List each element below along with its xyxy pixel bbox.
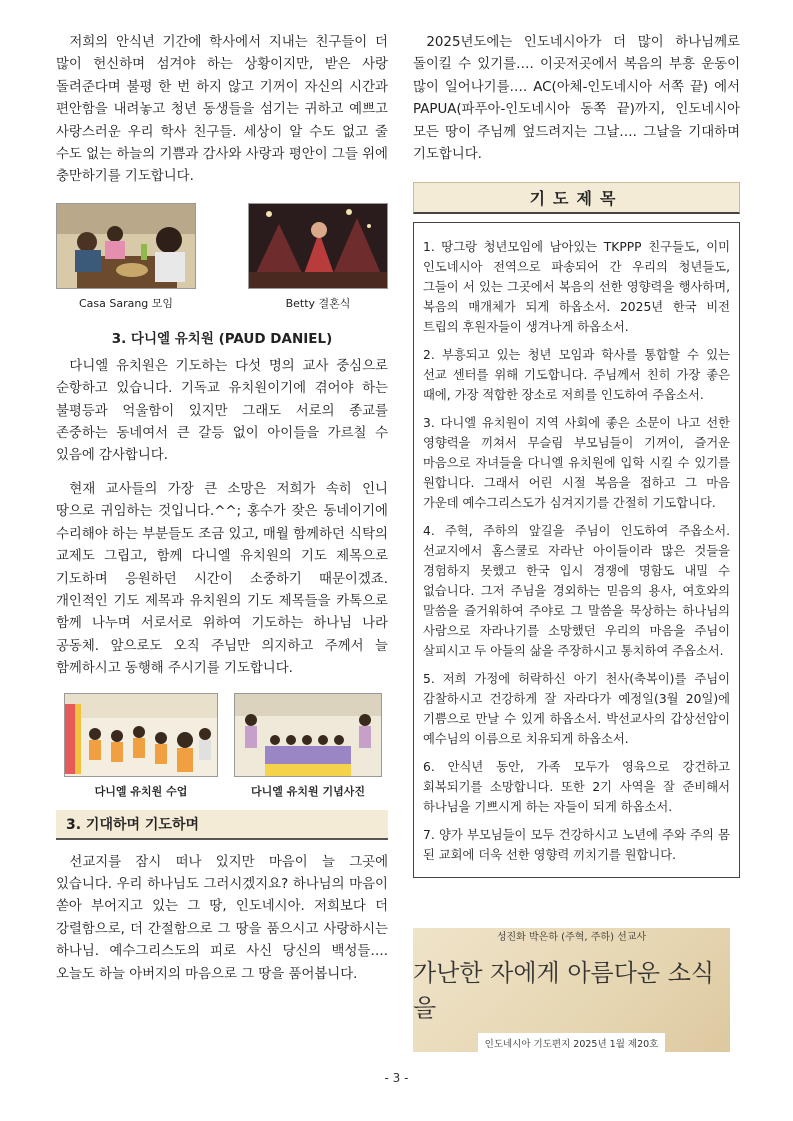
banner-title: 가난한 자에게 아름다운 소식을 <box>413 958 715 1022</box>
caption-kindergarten-class: 다니엘 유치원 수업 <box>94 784 188 798</box>
caption-kindergarten-group: 다니엘 유치원 기념사진 <box>251 784 365 798</box>
newsletter-banner <box>413 928 730 1052</box>
prayer-item: 5. 저희 가정에 허락하신 아기 천사(축복이)를 주님이 감찰하시고 건강하게 잘 자라다가 예정일(3월 20일)에 기쁨으로 만날 수 있게 하옵소서. 박선교사의 갑상선암이 예수님의 이름으로 치유되게 하옵소서. <box>423 672 730 747</box>
casa-sarang-photo <box>56 203 196 289</box>
photo-row-1 <box>56 203 388 311</box>
right-column <box>413 32 740 878</box>
caption-casa-sarang: Casa Sarang 모임 <box>78 296 174 310</box>
section-heading-expect-pray: 3. 기대하며 기도하며 <box>56 810 388 840</box>
paragraph-mission-heart: 선교지를 잠시 떠나 있지만 마음이 늘 그곳에 있습니다. 우리 하나님도 그러시겠지요? 하나님의 마음이 쏟아 부어지고 있는 그 땅, 인도네시아. 저희보다 더 강렬함으로, 더 간절함으로 그 땅을 품으시고 사랑하시는 하나님. 예수그리스도의 피로 사신 당신의 백성들…. 오늘도 하늘 아버지의 마음으로 그 땅을 품어봅니다. <box>56 854 388 982</box>
photo-kindergarten-class <box>64 693 218 799</box>
prayer-item: 2. 부흥되고 있는 청년 모임과 학사를 통합할 수 있는 선교 센터를 위해 기도합니다. 주님께서 친히 가장 좋은 때에, 가장 적합한 장소로 저희를 인도하여 주옵소서. <box>423 348 730 403</box>
paragraph-kindergarten: 다니엘 유치원은 기도하는 다섯 명의 교사 중심으로 순항하고 있습니다. 기독교 유치원이기에 겪어야 하는 불평등과 억울함이 있지만 그래도 서로의 종교를 존중하는 동네여서 큰 갈등 없이 아이들을 가르칠 수 있음에 감사합니다. <box>56 358 388 464</box>
kindergarten-group-photo <box>234 693 382 777</box>
kindergarten-class-photo <box>64 693 218 777</box>
prayer-item: 4. 주혁, 주하의 앞길을 주님이 인도하여 주옵소서. 선교지에서 홈스쿨로 자라난 아이들이라 많은 것들을 경험하지 못했고 한국 입시 경쟁에 명함도 내밀 수 없습니다. 그저 주님을 경외하는 믿음의 용사, 여호와의 말씀을 즐거워하여 주야로 그 말씀을 묵상하는 하나님의 사람으로 자라나기를 소망했던 우리의 마음을 주님이 살피시고 두 아들의 삶을 주장하시고 통치하여 주옵소서. <box>423 524 730 659</box>
prayer-item: 7. 양가 부모님들이 모두 건강하시고 노년에 주와 주의 몸 된 교회에 더욱 선한 영향력 끼치기를 원합니다. <box>423 828 730 863</box>
betty-wedding-photo <box>248 203 388 289</box>
prayer-item: 1. 땅그랑 청년모임에 남아있는 TKPPP 친구들도, 이미 인도네시아 전역으로 파송되어 간 우리의 청년들도, 그들이 서 있는 그곳에서 복음의 선한 영향력을 행사하며, 복음의 매개체가 되게 하옵소서. 2025년 한국 비전 트립의 후원자들이 생겨나게 하옵소서. <box>423 240 730 335</box>
prayer-requests-title: 기도제목 <box>413 182 740 214</box>
photo-casa-sarang <box>56 203 196 311</box>
prayer-item: 3. 다니엘 유치원이 지역 사회에 좋은 소문이 나고 선한 영향력을 끼쳐서 무슬림 부모님들이 기꺼이, 즐거운 마음으로 자녀들을 다니엘 유치원에 입학 시킬 수 있기를 원합니다. 그래서 어린 시절 복음을 접하고 그 마음 가운데 예수그리스도가 심겨지기를 간절히 기도합니다. <box>423 416 730 511</box>
paragraph-indonesia-2025: 2025년도에는 인도네시아가 더 많이 하나님께로 돌이킬 수 있기를…. 이곳저곳에서 복음의 부흥 운동이 많이 일어나기를…. AC(아체-인도네시아 서쪽 끝) 에서 PAPUA(파푸아-인도네시아 동쪽 끝)까지, 인도네시아 모든 땅이 주님께 엎드려지는 그날…. 그날을 기대하며 기도합니다. <box>413 35 740 163</box>
photo-kindergarten-group <box>234 693 382 799</box>
prayer-requests-box <box>413 222 740 878</box>
paragraph-hakssa: 저희의 안식년 기간에 학사에서 지내는 친구들이 더 많이 헌신하며 섬겨야 하는 상황이지만, 받은 사랑 돌려준다며 불평 한 번 하지 않고 기꺼이 자신의 시간과 편안함을 내려놓고 청년 동생들을 섬기는 귀하고 예쁘고 사랑스러운 우리 학사 친구들. 세상이 알 수도 없고 줄 수도 없는 하늘의 기쁨과 감사와 사랑과 평안이 그들 위에 충만하기를 기도합니다. <box>56 35 388 185</box>
photo-betty-wedding <box>248 203 388 311</box>
caption-betty-wedding: Betty 결혼식 <box>285 296 351 310</box>
paragraph-teachers-hope: 현재 교사들의 가장 큰 소망은 저희가 속히 인니 땅으로 귀임하는 것입니다.^^; 홍수가 잦은 동네이기에 수리해야 하는 부분들도 조금 있고, 매월 함께하던 식탁의 교제도 그립고, 함께 다니엘 유치원의 기도 제목으로 기도하며 응원하던 시간이 소중하기 때문이겠죠. 개인적인 기도 제목과 유치원의 기도 제목들을 카톡으로 함께 나누며 서로서로 위하여 기도하는 하나님 나라 공동체. 앞으로도 오직 주님만 의지하고 주께서 늘 함께하시고 동행해 주시기를 기도합니다. <box>56 481 388 677</box>
banner-issue: 인도네시아 기도편지 2025년 1월 제20호 <box>478 1033 666 1053</box>
left-column <box>56 32 388 986</box>
photo-row-2 <box>56 693 388 799</box>
banner-missionaries: 성진화 박은하 (주혁, 주하) 선교사 <box>496 931 647 943</box>
page-number: - 3 - <box>384 1071 409 1085</box>
prayer-item: 6. 안식년 동안, 가족 모두가 영육으로 강건하고 회복되기를 소망합니다. 또한 2기 사역을 잘 준비해서 하나님을 기쁘시게 하는 자들이 되게 하옵소서. <box>423 760 730 815</box>
subheading-paud-daniel: 3. 다니엘 유치원 (PAUD DANIEL) <box>111 330 333 347</box>
